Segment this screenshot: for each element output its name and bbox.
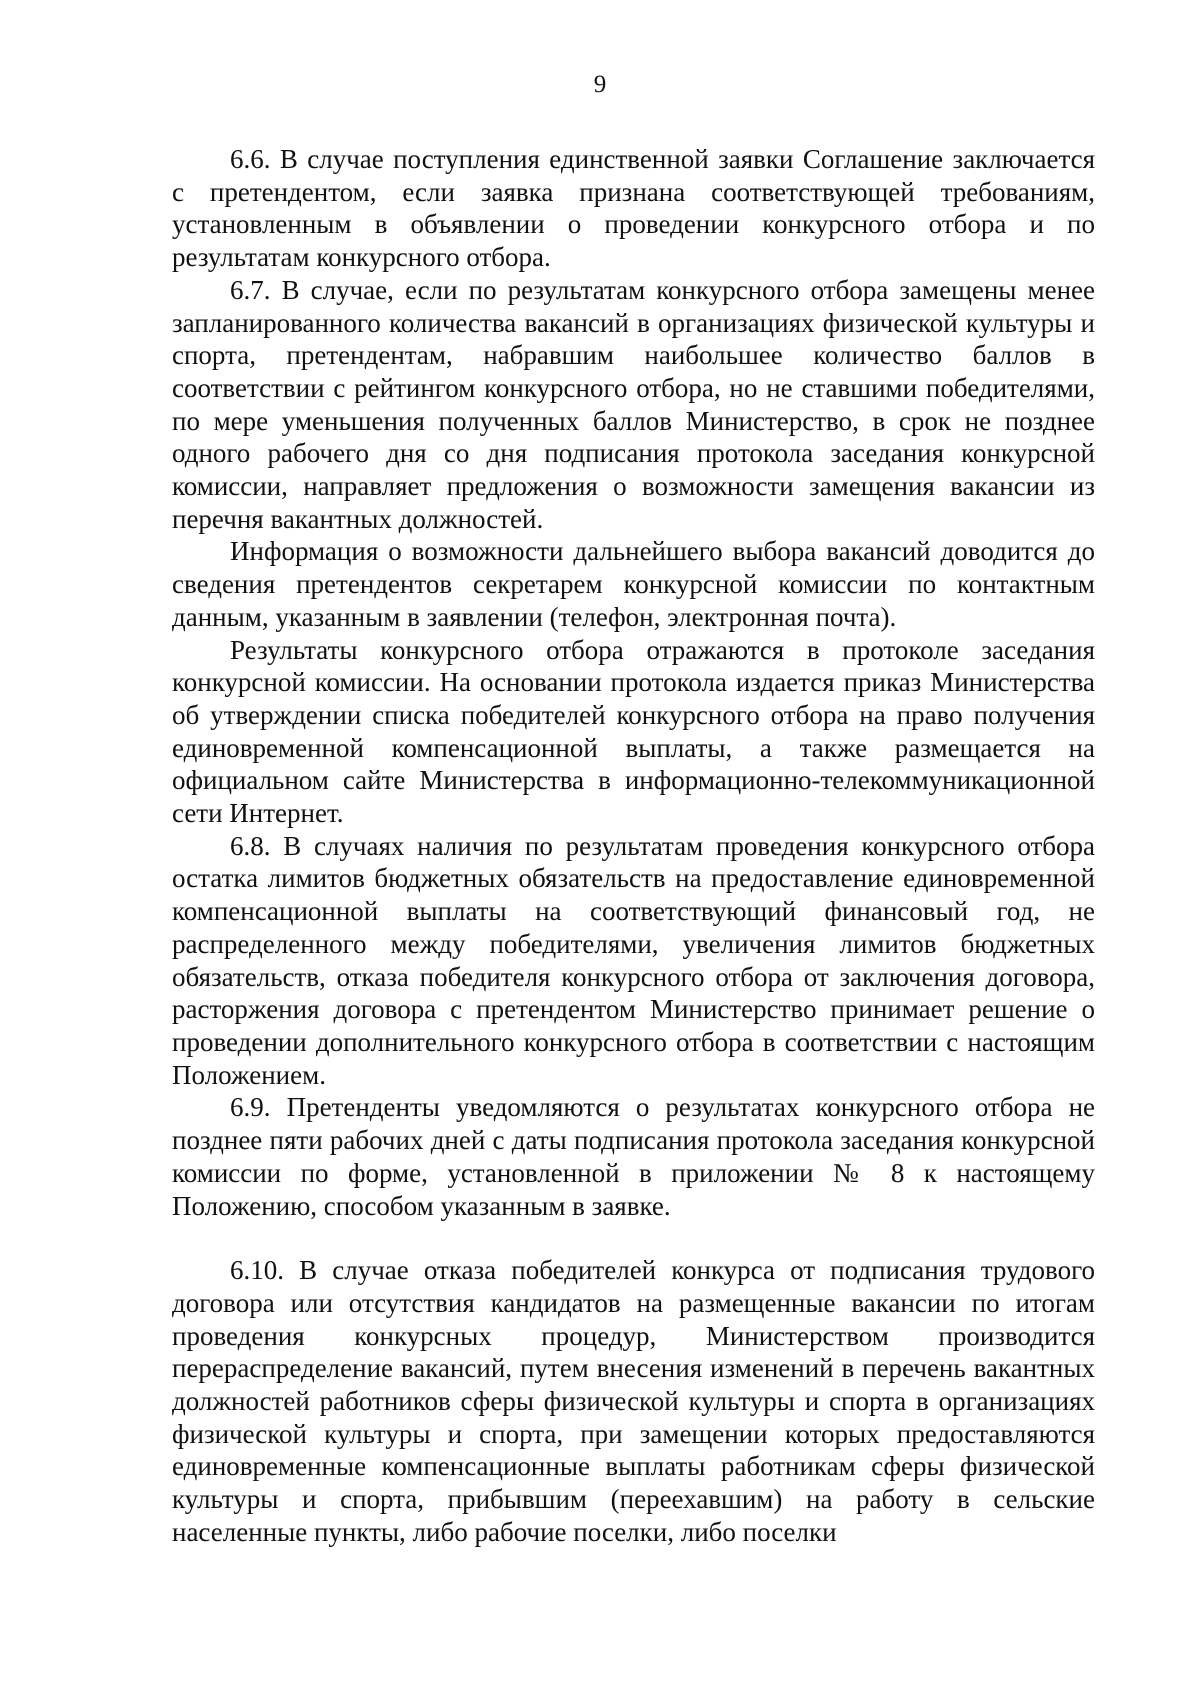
paragraph-6-7: 6.7. В случае, если по результатам конкурсного отбора замещены менее запланированного количества вакансий в организациях физической культуры и спорта, претендентам, набравшим наибольшее количество баллов в соответствии с рейтингом конкурсного отбора, но не ставшими победителями, по мере уменьшения полученных баллов Министерство, в срок не позднее одного рабочего дня со дня подписания протокола заседания конкурсной комиссии, направляет предложения о возможности замещения вакансии из перечня вакантных должностей. <box>172 274 1095 534</box>
paragraph-6-10: 6.10. В случае отказа победителей конкурса от подписания трудового договора или отсутствия кандидатов на размещенные вакансии по итогам проведения конкурсных процедур, Министерством производится перераспределение вакансий, путем внесения изменений в перечень вакантных должностей работников сферы физической культуры и спорта в организациях физической культуры и спорта, при замещении которых предоставляются единовременные компенсационные выплаты работникам сферы физической культуры и спорта, прибывшим (переехавшим) на работу в сельские населенные пункты, либо рабочие поселки, либо поселки <box>172 1255 1095 1547</box>
paragraph-information: Информация о возможности дальнейшего выбора вакансий доводится до сведения претендентов секретарем конкурсной комиссии по контактным данным, указанным в заявлении (телефон, электронная почта). <box>172 536 1095 632</box>
document-body <box>172 143 1095 1549</box>
paragraph-6-8: 6.8. В случаях наличия по результатам проведения конкурсного отбора остатка лимитов бюджетных обязательств на предоставление единовременной компенсационной выплаты на соответствующий финансовый год, не распределенного между победителями, увеличения лимитов бюджетных обязательств, отказа победителя конкурсного отбора от заключения договора, расторжения договора с претендентом Министерство принимает решение о проведении дополнительного конкурсного отбора в соответствии с настоящим Положением. <box>172 830 1095 1090</box>
page-number: 9 <box>593 71 607 98</box>
paragraph-6-6: 6.6. В случае поступления единственной заявки Соглашение заключается с претендентом, если заявка признана соответствующей требованиям, установленным в объявлении о проведении конкурсного отбора и по результатам конкурсного отбора. <box>172 144 1095 273</box>
paragraph-spacer <box>172 1222 1095 1254</box>
paragraph-results: Результаты конкурсного отбора отражаются в протоколе заседания конкурсной комиссии. На основании протокола издается приказ Министерства об утверждении списка победителей конкурсного отбора на право получения единовременной компенсационной выплаты, а также размещается на официальном сайте Министерства в информационно-телекоммуникационной сети Интернет. <box>172 634 1095 829</box>
paragraph-6-9: 6.9. Претенденты уведомляются о результатах конкурсного отбора не позднее пяти рабочих дней с даты подписания протокола заседания конкурсной комиссии по форме, установленной в приложении № 8 к настоящему Положению, способом указанным в заявке. <box>172 1092 1095 1221</box>
